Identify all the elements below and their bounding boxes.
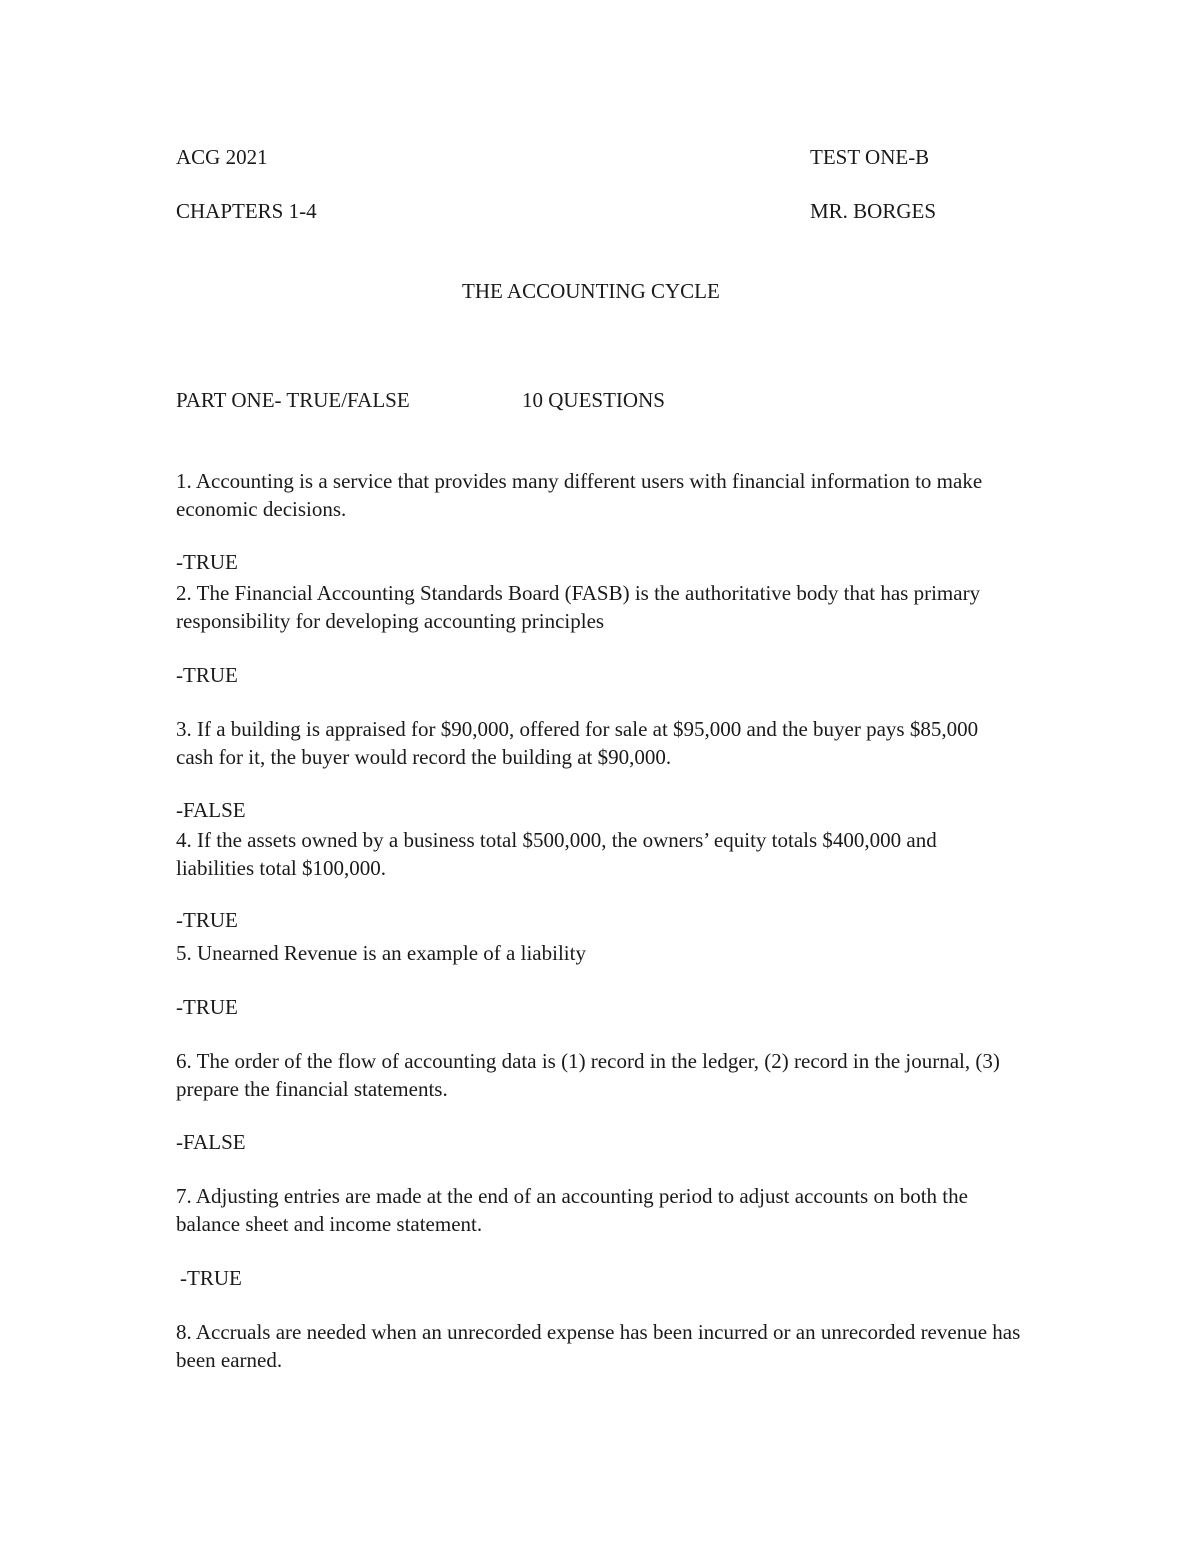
question-3: 3. If a building is appraised for $90,000, offered for sale at $95,000 and the buyer pays $85,000 cash for it, the buyer would record the building at $90,000. (176, 717, 979, 769)
test-name: TEST ONE-B (810, 145, 930, 169)
answer-5: -TRUE (176, 995, 238, 1019)
answer-1: -TRUE (176, 550, 238, 574)
document-title: THE ACCOUNTING CYCLE (462, 279, 720, 303)
instructor-name: MR. BORGES (810, 199, 937, 223)
answer-2: -TRUE (176, 663, 238, 687)
question-6: 6. The order of the flow of accounting data is (1) record in the ledger, (2) record in the journal, (3) prepare the financial statements. (176, 1049, 1000, 1101)
answer-6: -FALSE (176, 1130, 246, 1154)
question-4: 4. If the assets owned by a business total $500,000, the owners’ equity totals $400,000 and liabilities total $100,000. (176, 828, 937, 880)
question-7: 7. Adjusting entries are made at the end of an accounting period to adjust accounts on both the balance sheet and income statement. (176, 1184, 968, 1236)
question-5: 5. Unearned Revenue is an example of a liability (176, 941, 586, 965)
question-2: 2. The Financial Accounting Standards Board (FASB) is the authoritative body that has primary responsibility for developing accounting principles (176, 581, 981, 633)
course-code: ACG 2021 (176, 145, 268, 169)
answer-7: -TRUE (180, 1266, 242, 1290)
part-label: PART ONE- TRUE/FALSE (176, 388, 410, 412)
question-count: 10 QUESTIONS (522, 388, 665, 412)
answer-4: -TRUE (176, 908, 238, 932)
question-8: 8. Accruals are needed when an unrecorded expense has been incurred or an unrecorded revenue has been earned. (176, 1320, 1021, 1372)
question-1: 1. Accounting is a service that provides many different users with financial information to make economic decisions. (176, 469, 983, 521)
answer-3: -FALSE (176, 798, 246, 822)
chapters-label: CHAPTERS 1-4 (176, 199, 317, 223)
